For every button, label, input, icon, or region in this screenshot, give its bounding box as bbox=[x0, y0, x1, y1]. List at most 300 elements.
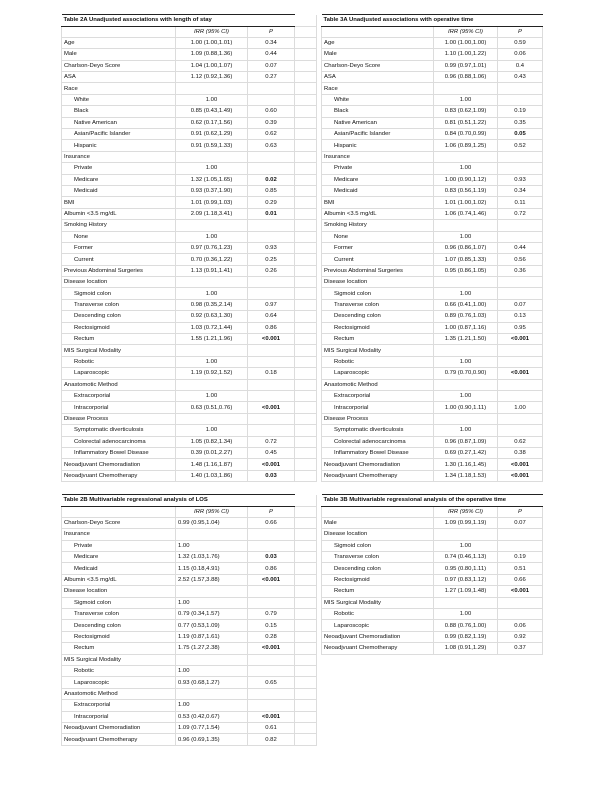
p-value bbox=[248, 688, 295, 699]
p-value: <0.001 bbox=[248, 711, 295, 722]
irr-value: 1.00 bbox=[176, 356, 248, 367]
table-row bbox=[322, 299, 543, 310]
row-label: Former bbox=[62, 242, 176, 253]
row-label: Medicare bbox=[62, 174, 176, 185]
header-p: P bbox=[248, 506, 295, 517]
row-label: Male bbox=[322, 517, 434, 528]
irr-value: 1.06 (0.89,1.25) bbox=[434, 140, 498, 151]
table-row bbox=[322, 459, 543, 470]
empty-cell bbox=[295, 83, 317, 94]
empty-cell bbox=[295, 197, 317, 208]
irr-value: 1.07 (0.85,1.33) bbox=[434, 254, 498, 265]
p-value: 0.11 bbox=[498, 197, 543, 208]
empty-cell bbox=[295, 597, 317, 608]
p-value: 0.26 bbox=[248, 265, 295, 276]
irr-value: 1.32 (1.03,1.76) bbox=[176, 552, 248, 563]
irr-value: 0.66 (0.41,1.00) bbox=[434, 299, 498, 310]
p-value bbox=[498, 94, 543, 105]
irr-value: 1.00 bbox=[176, 94, 248, 105]
table-row bbox=[62, 722, 317, 733]
irr-value: 1.01 (1.00,1.02) bbox=[434, 197, 498, 208]
irr-value: 1.00 bbox=[434, 391, 498, 402]
p-value: 0.86 bbox=[248, 322, 295, 333]
empty-cell bbox=[295, 643, 317, 654]
p-value: 0.19 bbox=[498, 552, 543, 563]
irr-value: 0.70 (0.36,1.22) bbox=[176, 254, 248, 265]
table-row bbox=[322, 574, 543, 585]
irr-value: 1.12 (0.92,1.36) bbox=[176, 72, 248, 83]
p-value: 0.07 bbox=[498, 517, 543, 528]
table-row bbox=[62, 688, 317, 699]
irr-value: 0.63 (0.51,0.76) bbox=[176, 402, 248, 413]
irr-value: 0.99 (0.82,1.19) bbox=[434, 631, 498, 642]
irr-value bbox=[434, 597, 498, 608]
table-row bbox=[322, 140, 543, 151]
p-value: 0.65 bbox=[248, 677, 295, 688]
table-row bbox=[62, 563, 317, 574]
row-label: Medicaid bbox=[62, 185, 176, 196]
p-value: 0.25 bbox=[248, 254, 295, 265]
table-row bbox=[62, 574, 317, 585]
p-value: <0.001 bbox=[498, 334, 543, 345]
irr-value: 0.96 (0.86,1.07) bbox=[434, 242, 498, 253]
table-row bbox=[322, 197, 543, 208]
table-row bbox=[62, 208, 317, 219]
table-row bbox=[62, 643, 317, 654]
irr-value: 1.00 bbox=[434, 231, 498, 242]
table-row bbox=[62, 129, 317, 140]
row-label: Disease location bbox=[322, 529, 434, 540]
p-value: <0.001 bbox=[498, 470, 543, 481]
p-value: <0.001 bbox=[248, 334, 295, 345]
row-label: Rectum bbox=[322, 334, 434, 345]
row-label: Age bbox=[62, 37, 176, 48]
p-value: 0.43 bbox=[498, 72, 543, 83]
table-row bbox=[62, 356, 317, 367]
row-label: Current bbox=[62, 254, 176, 265]
p-value bbox=[248, 654, 295, 665]
table-row bbox=[322, 345, 543, 356]
empty-cell bbox=[295, 322, 317, 333]
row-label: Male bbox=[322, 49, 434, 60]
empty-cell bbox=[295, 654, 317, 665]
irr-value: 2.52 (1.57,3.88) bbox=[176, 574, 248, 585]
irr-value: 0.85 (0.43,1.49) bbox=[176, 106, 248, 117]
p-value: <0.001 bbox=[498, 459, 543, 470]
irr-value: 1.09 (0.88,1.36) bbox=[176, 49, 248, 60]
p-value bbox=[248, 700, 295, 711]
irr-value: 1.27 (1.09,1.48) bbox=[434, 586, 498, 597]
empty-cell bbox=[295, 242, 317, 253]
row-label: Race bbox=[322, 83, 434, 94]
row-label: Rectosigmoid bbox=[322, 574, 434, 585]
table-title: Table 2A Unadjusted associations with length of stay bbox=[62, 15, 295, 27]
irr-value: 1.03 (0.72,1.44) bbox=[176, 322, 248, 333]
row-label: Colorectal adenocarcinoma bbox=[62, 436, 176, 447]
row-label: Neoadjuvant Chemoradiation bbox=[322, 631, 434, 642]
p-value: 0.59 bbox=[498, 37, 543, 48]
empty-cell bbox=[295, 688, 317, 699]
p-value: <0.001 bbox=[248, 402, 295, 413]
irr-value: 0.97 (0.76,1.23) bbox=[176, 242, 248, 253]
table-row bbox=[62, 368, 317, 379]
table-row bbox=[62, 459, 317, 470]
table-row bbox=[62, 425, 317, 436]
p-value: 0.02 bbox=[248, 174, 295, 185]
empty-cell bbox=[295, 37, 317, 48]
row-label: Medicaid bbox=[322, 185, 434, 196]
irr-value: 1.00 (0.90,1.12) bbox=[434, 174, 498, 185]
empty-cell bbox=[295, 529, 317, 540]
header-p: P bbox=[498, 26, 543, 37]
p-value: 0.06 bbox=[498, 49, 543, 60]
p-value: 0.64 bbox=[248, 311, 295, 322]
row-label: Intracorporial bbox=[322, 402, 434, 413]
table-title: Table 3B Multivariable regressional analysis of the operative time bbox=[322, 495, 543, 507]
irr-value: 1.30 (1.16,1.45) bbox=[434, 459, 498, 470]
irr-value: 1.08 (0.91,1.29) bbox=[434, 643, 498, 654]
table-header-row bbox=[62, 26, 317, 37]
table-row bbox=[322, 277, 543, 288]
row-label: Descending colon bbox=[62, 311, 176, 322]
row-label: Extracorporial bbox=[62, 391, 176, 402]
p-value bbox=[498, 163, 543, 174]
row-label: Descending colon bbox=[322, 311, 434, 322]
table-row bbox=[322, 60, 543, 71]
empty-cell bbox=[295, 345, 317, 356]
table-row bbox=[322, 529, 543, 540]
row-label: ASA bbox=[62, 72, 176, 83]
empty-cell bbox=[295, 231, 317, 242]
irr-value: 1.00 bbox=[176, 700, 248, 711]
p-value bbox=[248, 151, 295, 162]
table-row bbox=[62, 277, 317, 288]
empty-cell bbox=[295, 356, 317, 367]
row-label: Medicare bbox=[322, 174, 434, 185]
irr-value bbox=[434, 151, 498, 162]
row-label: Smoking History bbox=[322, 220, 434, 231]
row-label: Rectosigmoid bbox=[62, 322, 176, 333]
irr-value: 1.10 (1.00,1.22) bbox=[434, 49, 498, 60]
irr-value: 1.13 (0.91,1.41) bbox=[176, 265, 248, 276]
p-value bbox=[248, 586, 295, 597]
row-label: Insurance bbox=[322, 151, 434, 162]
table-row bbox=[62, 49, 317, 60]
empty-cell bbox=[295, 49, 317, 60]
row-label: Inflammatory Bowel Disease bbox=[322, 447, 434, 458]
p-value bbox=[498, 288, 543, 299]
table-row bbox=[322, 356, 543, 367]
p-value: 0.79 bbox=[248, 609, 295, 620]
row-label: Charlson-Deyo Score bbox=[322, 60, 434, 71]
p-value bbox=[498, 345, 543, 356]
irr-value: 0.91 (0.59,1.33) bbox=[176, 140, 248, 151]
table-row bbox=[62, 117, 317, 128]
irr-value: 1.00 bbox=[176, 540, 248, 551]
p-value bbox=[498, 83, 543, 94]
irr-value bbox=[434, 529, 498, 540]
table-row bbox=[322, 447, 543, 458]
p-value: 0.62 bbox=[498, 436, 543, 447]
irr-value bbox=[176, 529, 248, 540]
irr-value bbox=[434, 277, 498, 288]
irr-value: 1.00 bbox=[434, 163, 498, 174]
irr-value: 0.69 (0.27,1.42) bbox=[434, 447, 498, 458]
row-label: Previous Abdominal Surgeries bbox=[62, 265, 176, 276]
table-row bbox=[62, 163, 317, 174]
header-label-cell bbox=[62, 506, 176, 517]
p-value bbox=[498, 151, 543, 162]
p-value: 0.38 bbox=[498, 447, 543, 458]
p-value: 0.28 bbox=[248, 631, 295, 642]
irr-value: 1.00 bbox=[176, 288, 248, 299]
irr-value: 0.83 (0.56,1.19) bbox=[434, 185, 498, 196]
row-label: White bbox=[322, 94, 434, 105]
empty-cell bbox=[295, 94, 317, 105]
table-row bbox=[322, 368, 543, 379]
table-row bbox=[322, 117, 543, 128]
p-value: 0.93 bbox=[248, 242, 295, 253]
p-value: 0.29 bbox=[248, 197, 295, 208]
irr-value: 1.00 bbox=[434, 609, 498, 620]
p-value: 0.01 bbox=[248, 208, 295, 219]
row-label: Robotic bbox=[322, 609, 434, 620]
row-label: Laparoscopic bbox=[62, 677, 176, 688]
empty-cell bbox=[295, 277, 317, 288]
row-label: Extracorporial bbox=[62, 700, 176, 711]
irr-value: 0.98 (0.35,2.14) bbox=[176, 299, 248, 310]
header-irr: IRR (95% CI) bbox=[434, 506, 498, 517]
empty-cell bbox=[295, 117, 317, 128]
empty-cell bbox=[295, 163, 317, 174]
row-label: Private bbox=[62, 163, 176, 174]
row-label: Hispanic bbox=[62, 140, 176, 151]
p-value bbox=[498, 425, 543, 436]
table-row bbox=[62, 345, 317, 356]
empty-cell bbox=[295, 711, 317, 722]
table-row bbox=[62, 140, 317, 151]
irr-value bbox=[434, 379, 498, 390]
row-label: Disease Process bbox=[62, 413, 176, 424]
irr-value: 1.55 (1.21,1.96) bbox=[176, 334, 248, 345]
empty-cell bbox=[295, 265, 317, 276]
table-row bbox=[62, 552, 317, 563]
table-title-row bbox=[62, 15, 317, 27]
table-row bbox=[62, 734, 317, 745]
table-row bbox=[62, 413, 317, 424]
p-value bbox=[248, 94, 295, 105]
irr-value bbox=[176, 151, 248, 162]
empty-cell bbox=[295, 26, 317, 37]
header-label-cell bbox=[322, 506, 434, 517]
empty-cell bbox=[295, 700, 317, 711]
row-label: Neoadjvuant Chemotherapy bbox=[322, 470, 434, 481]
empty-cell bbox=[295, 254, 317, 265]
table-row bbox=[322, 413, 543, 424]
empty-cell bbox=[295, 402, 317, 413]
p-value bbox=[248, 163, 295, 174]
empty-cell bbox=[295, 106, 317, 117]
irr-value: 1.00 bbox=[434, 540, 498, 551]
table-header-row bbox=[322, 506, 543, 517]
empty-cell bbox=[295, 677, 317, 688]
table-row bbox=[322, 185, 543, 196]
row-label: Race bbox=[62, 83, 176, 94]
empty-cell bbox=[295, 391, 317, 402]
row-label: Sigmoid colon bbox=[322, 288, 434, 299]
table-row bbox=[322, 83, 543, 94]
empty-cell bbox=[295, 220, 317, 231]
empty-cell bbox=[295, 425, 317, 436]
table-title: Table 2B Multivariable regressional analysis of LOS bbox=[62, 495, 295, 507]
table-title: Table 3A Unadjusted associations with operative time bbox=[322, 15, 543, 27]
empty-cell bbox=[295, 459, 317, 470]
irr-value bbox=[176, 83, 248, 94]
irr-value: 1.40 (1.03,1.86) bbox=[176, 470, 248, 481]
p-value: 0.56 bbox=[498, 254, 543, 265]
row-label: Current bbox=[322, 254, 434, 265]
p-value: 0.39 bbox=[248, 117, 295, 128]
table-row bbox=[322, 265, 543, 276]
p-value: 0.51 bbox=[498, 563, 543, 574]
table-row bbox=[62, 379, 317, 390]
empty-cell bbox=[295, 379, 317, 390]
empty-cell bbox=[295, 129, 317, 140]
table-row bbox=[62, 597, 317, 608]
row-label: MIS Surgical Modality bbox=[62, 654, 176, 665]
empty-cell bbox=[295, 506, 317, 517]
p-value bbox=[498, 356, 543, 367]
table-row bbox=[62, 665, 317, 676]
header-p: P bbox=[248, 26, 295, 37]
table-row bbox=[62, 470, 317, 481]
table-row bbox=[62, 700, 317, 711]
row-label: Colorectal adenocarcinoma bbox=[322, 436, 434, 447]
row-label: Inflammatory Bowel Disease bbox=[62, 447, 176, 458]
row-label: Black bbox=[322, 106, 434, 117]
table-row bbox=[62, 106, 317, 117]
p-value bbox=[498, 609, 543, 620]
p-value bbox=[248, 540, 295, 551]
irr-value: 1.04 (1.00,1.07) bbox=[176, 60, 248, 71]
p-value bbox=[248, 529, 295, 540]
empty-cell bbox=[295, 563, 317, 574]
p-value: 0.05 bbox=[498, 129, 543, 140]
p-value bbox=[498, 597, 543, 608]
p-value: 0.61 bbox=[248, 722, 295, 733]
irr-value bbox=[176, 654, 248, 665]
table-3b bbox=[321, 494, 543, 655]
p-value: 0.86 bbox=[248, 563, 295, 574]
irr-value: 1.00 (1.00,1.01) bbox=[176, 37, 248, 48]
p-value: 0.27 bbox=[248, 72, 295, 83]
row-label: Insurance bbox=[62, 529, 176, 540]
row-label: Previous Abdominal Surgeries bbox=[322, 265, 434, 276]
p-value bbox=[248, 379, 295, 390]
header-label-cell bbox=[62, 26, 176, 37]
p-value: 0.72 bbox=[248, 436, 295, 447]
header-irr: IRR (95% CI) bbox=[176, 26, 248, 37]
p-value: 0.52 bbox=[498, 140, 543, 151]
row-label: Private bbox=[62, 540, 176, 551]
empty-cell bbox=[295, 574, 317, 585]
row-label: None bbox=[322, 231, 434, 242]
row-label: Transverse colon bbox=[62, 299, 176, 310]
irr-value: 1.19 (0.87,1.61) bbox=[176, 631, 248, 642]
row-label: Disease location bbox=[62, 277, 176, 288]
table-row bbox=[322, 379, 543, 390]
p-value: 0.44 bbox=[248, 49, 295, 60]
table-row bbox=[62, 540, 317, 551]
empty-cell bbox=[295, 288, 317, 299]
irr-value: 0.96 (0.69,1.35) bbox=[176, 734, 248, 745]
row-label: Symptomatic diverticulosis bbox=[62, 425, 176, 436]
empty-cell bbox=[295, 447, 317, 458]
empty-cell bbox=[295, 517, 317, 528]
table-row bbox=[62, 83, 317, 94]
row-label: Male bbox=[62, 49, 176, 60]
p-value bbox=[248, 345, 295, 356]
p-value: <0.001 bbox=[248, 643, 295, 654]
table-row bbox=[322, 163, 543, 174]
table-row bbox=[62, 620, 317, 631]
irr-value: 0.96 (0.88,1.06) bbox=[434, 72, 498, 83]
irr-value: 0.84 (0.70,0.99) bbox=[434, 129, 498, 140]
table-row bbox=[322, 552, 543, 563]
empty-cell bbox=[295, 436, 317, 447]
irr-value: 1.00 (0.87,1.16) bbox=[434, 322, 498, 333]
irr-value: 0.92 (0.63,1.30) bbox=[176, 311, 248, 322]
p-value: 0.06 bbox=[498, 620, 543, 631]
p-value: 0.07 bbox=[248, 60, 295, 71]
table-row bbox=[322, 174, 543, 185]
p-value: 0.4 bbox=[498, 60, 543, 71]
row-label: Asian/Pacific Islander bbox=[322, 129, 434, 140]
row-label: Neoadjvuant Chemotherapy bbox=[62, 470, 176, 481]
row-label: Sigmoid colon bbox=[62, 597, 176, 608]
empty-cell bbox=[295, 299, 317, 310]
row-label: Private bbox=[322, 163, 434, 174]
irr-value: 0.91 (0.62,1.29) bbox=[176, 129, 248, 140]
p-value bbox=[248, 356, 295, 367]
p-value bbox=[498, 540, 543, 551]
empty-cell bbox=[295, 413, 317, 424]
row-label: Neoadjuvant Chemoradiation bbox=[62, 722, 176, 733]
irr-value: 1.00 bbox=[434, 94, 498, 105]
row-label: Intracorporial bbox=[62, 711, 176, 722]
row-label: Rectosigmoid bbox=[62, 631, 176, 642]
table-row bbox=[322, 311, 543, 322]
irr-value: 0.79 (0.70,0.90) bbox=[434, 368, 498, 379]
table-row bbox=[322, 37, 543, 48]
table-row bbox=[322, 631, 543, 642]
table-row bbox=[322, 436, 543, 447]
p-value: 0.44 bbox=[498, 242, 543, 253]
empty-cell bbox=[295, 620, 317, 631]
row-label: Anastomotic Method bbox=[62, 379, 176, 390]
p-value: 0.72 bbox=[498, 208, 543, 219]
p-value: 0.35 bbox=[498, 117, 543, 128]
irr-value: 0.95 (0.80,1.11) bbox=[434, 563, 498, 574]
irr-value: 2.09 (1.18,3.41) bbox=[176, 208, 248, 219]
row-label: Laparoscopic bbox=[62, 368, 176, 379]
irr-value: 0.79 (0.34,1.57) bbox=[176, 609, 248, 620]
irr-value: 1.00 (1.00,1.00) bbox=[434, 37, 498, 48]
irr-value: 1.09 (0.99,1.19) bbox=[434, 517, 498, 528]
table-row bbox=[62, 231, 317, 242]
irr-value bbox=[434, 413, 498, 424]
p-value bbox=[248, 413, 295, 424]
